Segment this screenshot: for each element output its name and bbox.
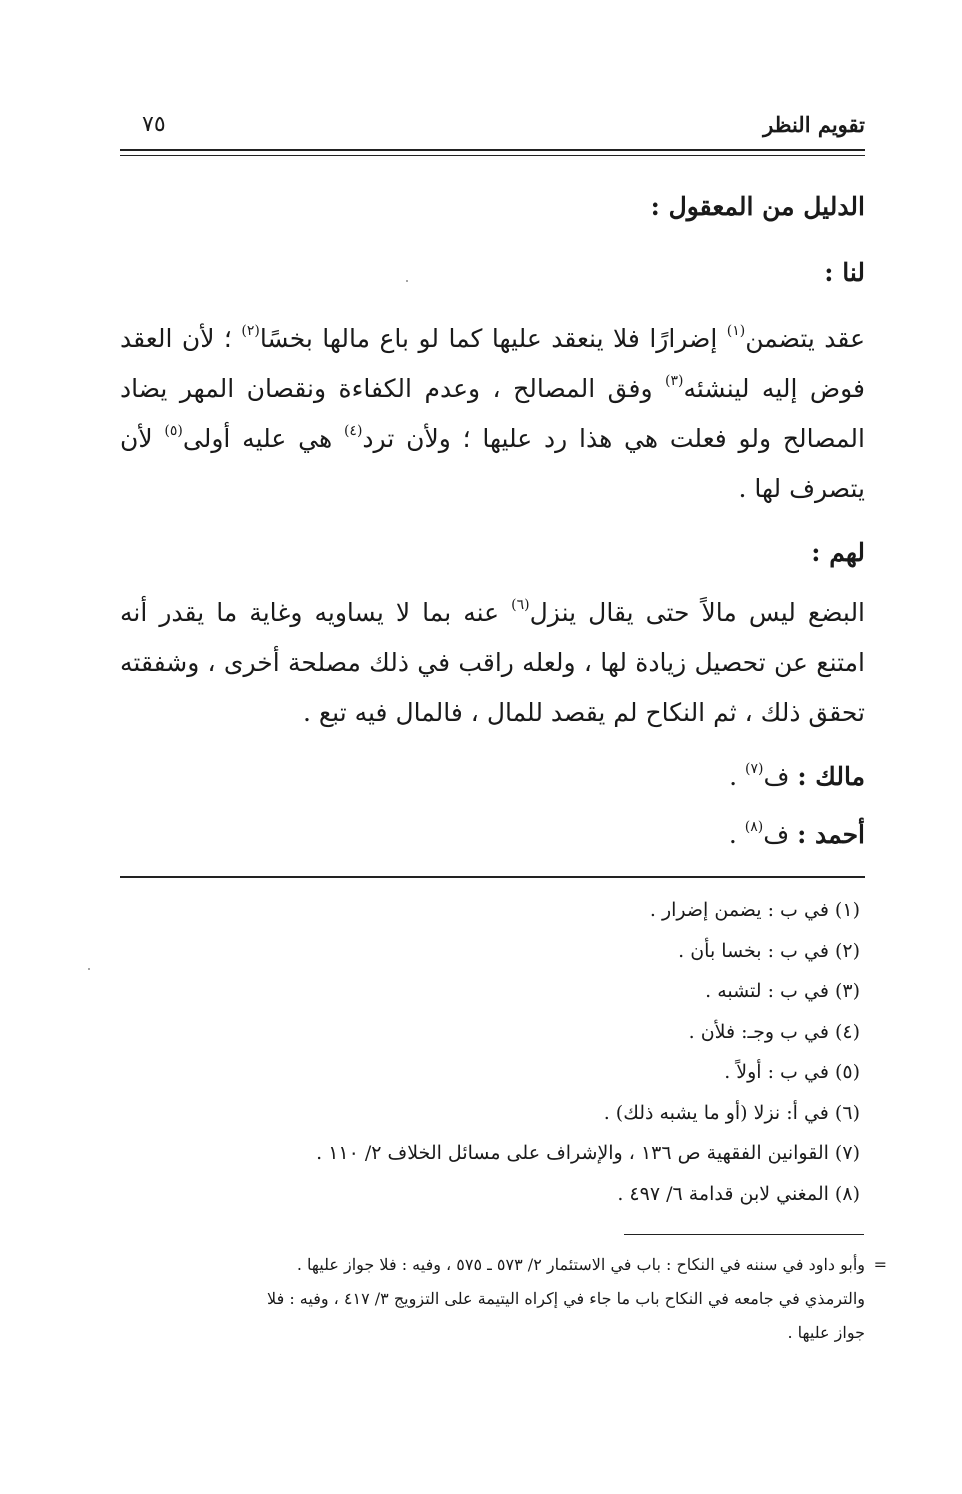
continuation-line-2: والترمذي في جامعه في النكاح باب ما جاء في إكراه اليتيمة على التزويج ٣/ ٤١٧ ، وفيه : فلا: [267, 1289, 865, 1308]
continuation-line-3: جواز عليها .: [787, 1323, 865, 1342]
footnote-separator: [120, 876, 865, 878]
footnote-ref-8[interactable]: (٨): [744, 819, 764, 835]
footnote-8: (٨) المغني لابن قدامة ٦/ ٤٩٧ .: [617, 1182, 860, 1205]
main-text: [120, 182, 865, 868]
malik-line: [120, 752, 865, 802]
ahmad-text: ف: [763, 820, 798, 849]
footnotes: [120, 890, 860, 1214]
text-segment: عقد يتضمن: [745, 324, 865, 353]
text-segment: البضع ليس مالاً حتى يقال ينزل: [529, 598, 866, 627]
footnote-5: (٥) في ب : أولاً .: [724, 1061, 860, 1083]
ahmad-label: أحمد :: [797, 820, 865, 849]
footnote-6: (٦) في أ: نزلا (أو ما يشبه ذلك) .: [603, 1101, 860, 1124]
footnote-ref-3[interactable]: (٣): [665, 373, 684, 389]
text-segment: هي عليه أولى: [182, 424, 344, 453]
subheading-lahum: لهم :: [811, 538, 865, 567]
malik-end: .: [729, 762, 746, 791]
malik-label: مالك :: [797, 762, 865, 791]
footnote-4: (٤) في ب وجـ: فلأن .: [688, 1020, 860, 1043]
continuation-line-1: وأبو داود في سننه في النكاح : باب في الاستئمار ٢/ ٥٧٣ ـ ٥٧٥ ، وفيه : فلا جواز عليها .: [296, 1255, 865, 1274]
continuation-mark: =: [873, 1255, 887, 1274]
paragraph-lana: [120, 314, 865, 514]
text-segment: لأن يتصرف لها .: [120, 424, 865, 503]
footnote-ref-1[interactable]: (١): [726, 323, 746, 339]
header-rule: [120, 149, 865, 151]
footnote-3: (٣) في ب : لتشبه .: [705, 980, 860, 1002]
footnote-ref-5[interactable]: (٥): [164, 423, 183, 439]
subheading-lana: لنا :: [824, 258, 865, 287]
section-heading: الدليل من المعقول :: [650, 192, 865, 221]
scan-speck: [406, 280, 408, 282]
ahmad-end: .: [728, 820, 745, 849]
footnote-ref-2[interactable]: (٢): [241, 323, 260, 339]
footnote-ref-4[interactable]: (٤): [343, 423, 363, 439]
continuation-separator: [624, 1234, 864, 1235]
header-rule-thin: [120, 155, 865, 156]
footnote-1: (١) في ب : يضمن إضرار .: [649, 899, 860, 921]
footnote-7: (٧) القوانين الفقهية ص ١٣٦ ، والإشراف على مسائل الخلاف ٢/ ١١٠ .: [316, 1142, 860, 1164]
scan-speck: [88, 968, 90, 970]
page-number: ٧٥: [142, 112, 166, 137]
footnote-continuation: [150, 1248, 887, 1350]
text-segment: إضرارًا فلا ينعقد عليها كما لو باع مالها بخسًا: [259, 324, 727, 353]
paragraph-lahum: [120, 588, 865, 738]
page-header: [120, 112, 865, 152]
text-segment: ؛ لأن العقد فوض إليه لينشئه: [120, 324, 866, 403]
footnote-ref-7[interactable]: (٧): [745, 761, 764, 777]
running-title: تقويم النظر: [763, 112, 865, 137]
footnote-2: (٢) في ب : بخسا بأن .: [678, 939, 860, 962]
malik-text: ف: [763, 762, 798, 791]
text-segment: عنه بما لا يساويه وغاية ما يقدر أنه امتنع عن تحصيل زيادة لها ، ولعله راقب في ذلك مصلحة أخرى ، وشفقته تحقق ذلك ، ثم النكاح لم يقصد للمال ، فالمال فيه تبع .: [120, 598, 865, 727]
footnote-ref-6[interactable]: (٦): [511, 597, 530, 613]
text-segment: وفق المصالح ، وعدم الكفاءة ونقصان المهر يضاد المصالح ولو فعلت هي هذا رد عليها ؛ ولأن ترد: [120, 374, 865, 453]
ahmad-line: [120, 810, 865, 860]
